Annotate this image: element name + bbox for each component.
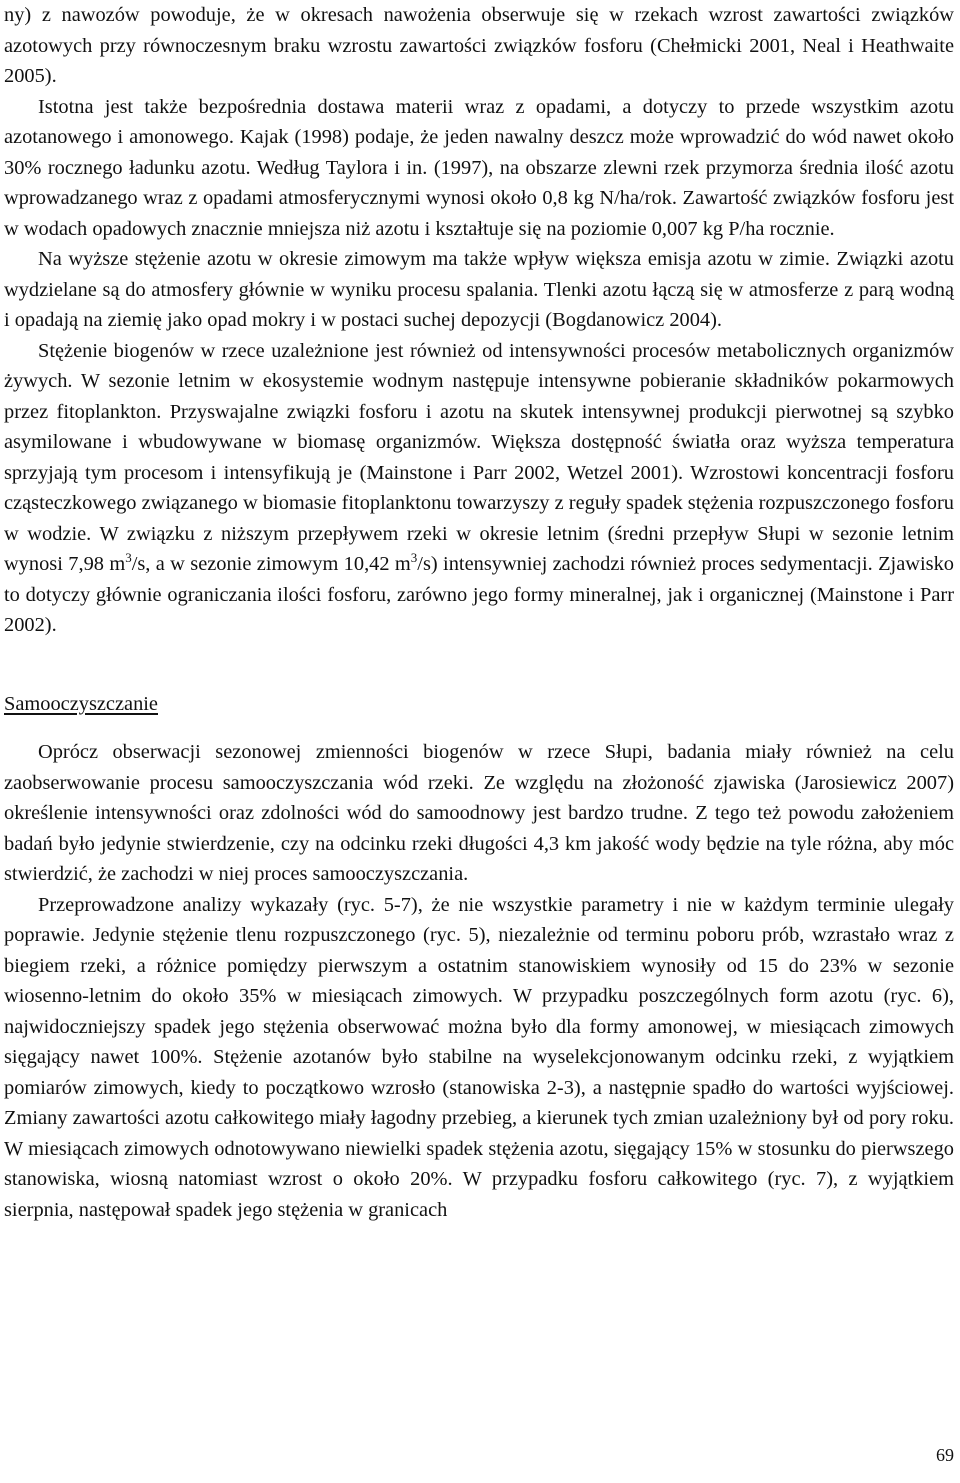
superscript-cubic-1: 3 <box>125 550 132 565</box>
paragraph-precipitation: Istotna jest także bezpośrednia dostawa materii wraz z opadami, a dotyczy to przede wszystkim azotu azotanowego i amonowego. Kajak (1998) podaje, że jeden nawalny deszcz może wprowadzić do wód nawet około 30% rocznego ładunku azotu. Według Taylora i in. (1997), na obszarze zlewni rzek przymorza średnia ilość azotu wprowadzanego wraz z opadami atmosferycznymi wynosi około 0,8 kg N/ha/rok. Zawartość związków fosforu jest w wodach opadowych znacznie mniejsza niż azotu i kształtuje się na poziomie 0,007 kg P/ha rocznie. <box>4 95 954 240</box>
paragraph-metabolic-part1: Stężenie biogenów w rzece uzależnione jest również od intensywności procesów metabolicznych organizmów żywych. W sezonie letnim w ekosystemie wodnym następuje intensywne pobieranie składników pokarmowych przez fitoplankton. Przyswajalne związki fosforu i azotu na skutek intensywnej produkcji pierwotnej są szybko asymilowane i wbudowywane w biomasę organizmów. Większa dostępność światła oraz wyższa temperatura sprzyjają tym procesom i intensyfikują je (Mainstone i Parr 2002, Wetzel 2001). Wzrostowi koncentracji fosforu cząsteczkowego związanego w biomasie fitoplanktonu towarzyszy z reguły spadek stężenia rozpuszczonego fosforu w wodzie. W związku z niższym przepływem rzeki w okresie letnim (średni przepływ Słupi w sezonie letnim wynosi 7,98 m <box>4 339 954 575</box>
paragraph-continued: ny) z nawozów powoduje, że w okresach nawożenia obserwuje się w rzekach wzrost zawartości związków azotowych przy równoczesnym braku wzrostu zawartości związków fosforu (Chełmicki 2001, Neal i Heathwaite 2005). <box>4 4 954 87</box>
section-heading: Samooczyszczanie <box>4 692 158 715</box>
superscript-cubic-2: 3 <box>410 550 418 565</box>
paragraph-winter-emission: Na wyższe stężenie azotu w okresie zimowym ma także wpływ większa emisja azotu w zimie. Związki azotu wydzielane są do atmosfery głównie w wyniku procesu spalania. Tlenki azotu łączą się w atmosferze z parą wodną i opadają na ziemię jako opad mokry i w postaci suchej depozycji (Bogdanowicz 2004). <box>4 248 954 331</box>
paragraph-self-purification-intro: Oprócz obserwacji sezonowej zmienności biogenów w rzece Słupi, badania miały również na celu zaobserwowanie procesu samooczyszczania wód rzeki. Ze względu na złożoność zjawiska (Jarosiewicz 2007) określenie intensywności oraz zdolności wód do samoodnowy jest bardzo trudne. Z tego też powodu założeniem badań było jedynie stwierdzenie, czy na odcinku rzeki długości 4,3 km jakość wody będzie na tyle różna, aby móc stwierdzić, że zachodzi w niej proces samooczyszczania. <box>4 741 954 885</box>
page-number: 69 <box>936 1445 954 1465</box>
paragraph-metabolic-part2: /s, a w sezonie zimowym 10,42 m <box>131 553 411 575</box>
paragraph-metabolic-part3: /s) intensywniej zachodzi również proces sedymentacji. Zjawisko to dotyczy głównie ograniczania ilości fosforu, zarówno jego formy mineralnej, jak i organicznej (Mainstone i Parr 2002). <box>4 553 954 636</box>
paragraph-metabolic <box>4 336 954 641</box>
paragraph-analysis-results: Przeprowadzone analizy wykazały (ryc. 5-7), że nie wszystkie parametry i nie w każdym terminie ulegały poprawie. Jedynie stężenie tlenu rozpuszczonego (ryc. 5), niezależnie od terminu poboru prób, wzrastało wraz z biegiem rzeki, a różnice pomiędzy pierwszym a ostatnim stanowiskiem wynosiły od 15 do 23% w sezonie wiosenno-letnim do około 35% w miesiącach zimowych. W przypadku poszczególnych form azotu (ryc. 6), najwidoczniejszy spadek jego stężenia obserwować można było dla formy amonowej, w miesiącach zimowych sięgający nawet 100%. Stężenie azotanów było stabilne na wyselekcjonowanym odcinku rzeki, z wyjątkiem pomiarów zimowych, kiedy to początkowo wzrosło (stanowiska 2-3), a następnie spadło do wartości wyjściowej. Zmiany zawartości azotu całkowitego miały łagodny przebieg, a kierunek tych zmian uzależniony był od pory roku. W miesiącach zimowych odnotowywano niewielki spadek stężenia azotu, sięgający 15% w stosunku do pierwszego stanowiska, wiosną natomiast wzrost o około 20%. W przypadku fosforu całkowitego (ryc. 7), z wyjątkiem sierpnia, następował spadek jego stężenia w granicach <box>4 893 954 1221</box>
